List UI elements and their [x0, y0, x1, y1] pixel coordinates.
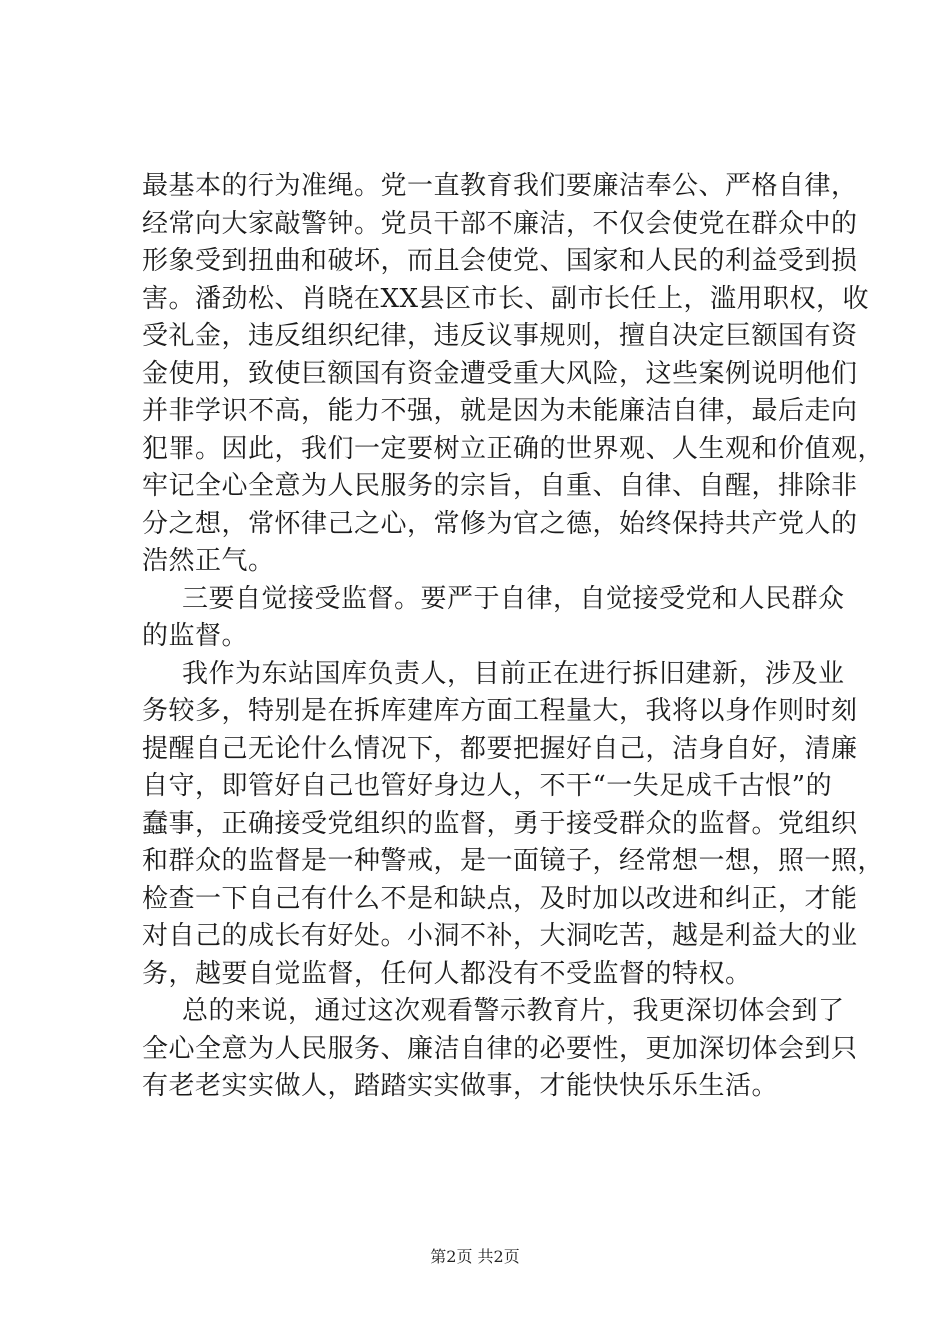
- text-line: 分之想，常怀律己之心，常修为官之德，始终保持共产党人的: [142, 508, 858, 539]
- text-line: 蠢事，正确接受党组织的监督，勇于接受群众的监督。党组织: [142, 808, 858, 839]
- text-line: 全心全意为人民服务、廉洁自律的必要性，更加深切体会到只: [142, 1033, 858, 1064]
- text-line: 提醒自己无论什么情况下，都要把握好自己，洁身自好，清廉: [142, 733, 858, 764]
- text-line: 受礼金，违反组织纪律，违反议事规则，擅自决定巨额国有资: [142, 321, 858, 351]
- text-line: 经常向大家敲警钟。党员干部不廉洁，不仅会使党在群众中的: [142, 208, 858, 239]
- text-line: 务，越要自觉监督，任何人都没有不受监督的特权。: [142, 958, 752, 989]
- text-line: 和群众的监督是一种警戒，是一面镜子，经常想一想，照一照，: [142, 846, 885, 876]
- text-line: 有老老实实做人，踏踏实实做事，才能快快乐乐生活。: [142, 1071, 779, 1101]
- text-line: 最基本的行为准绳。党一直教育我们要廉洁奉公、严格自律，: [142, 171, 858, 201]
- text-line: 总的来说，通过这次观看警示教育片，我更深切体会到了: [182, 996, 845, 1026]
- text-line: 害。潘劲松、肖晓在XX县区市长、副市长任上，滥用职权，收: [142, 283, 870, 314]
- text-line: 务较多，特别是在拆库建库方面工程量大，我将以身作则时刻: [142, 696, 858, 726]
- text-line: 浩然正气。: [142, 546, 275, 576]
- text-line: 对自己的成长有好处。小洞不补，大洞吃苦，越是利益大的业: [142, 921, 858, 951]
- body-text: [142, 168, 885, 1106]
- text-line: 形象受到扭曲和破坏，而且会使党、国家和人民的利益受到损: [142, 246, 858, 276]
- text-line: 我作为东站国库负责人，目前正在进行拆旧建新，涉及业: [182, 658, 845, 689]
- text-line: 牢记全心全意为人民服务的宗旨，自重、自律、自醒，排除非: [142, 471, 858, 501]
- text-line: 金使用，致使巨额国有资金遭受重大风险，这些案例说明他们: [142, 358, 858, 389]
- text-line: 并非学识不高，能力不强，就是因为未能廉洁自律，最后走向: [142, 396, 858, 426]
- text-line: 自守，即管好自己也管好身边人，不干“一失足成千古恨”的: [142, 771, 833, 801]
- text-line: 犯罪。因此，我们一定要树立正确的世界观、人生观和价值观，: [142, 433, 885, 464]
- text-line: 的监督。: [142, 621, 249, 651]
- page-footer: 第2页 共2页: [430, 1247, 520, 1266]
- text-line: 三要自觉接受监督。要严于自律，自觉接受党和人民群众: [182, 583, 845, 614]
- text-line: 检查一下自己有什么不是和缺点，及时加以改进和纠正，才能: [142, 883, 858, 914]
